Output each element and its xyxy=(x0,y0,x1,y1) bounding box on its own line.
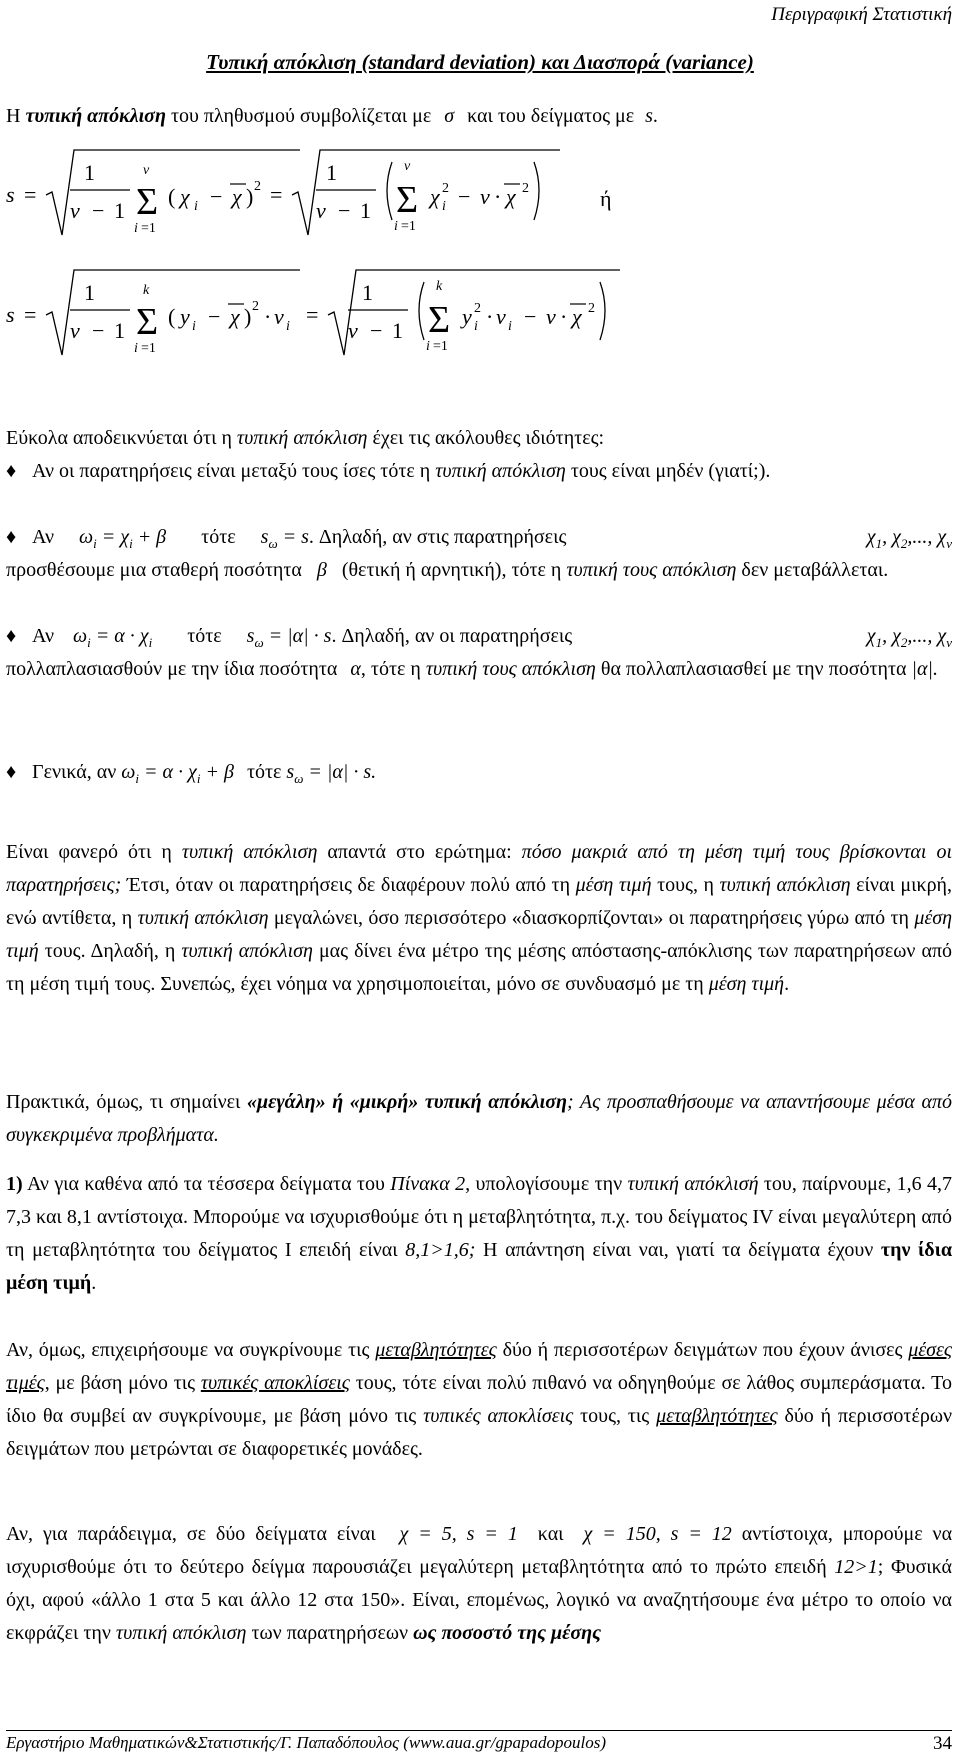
text: Αν οι παρατηρήσεις είναι μεταξύ τους ίσες τότε η xyxy=(32,460,431,482)
svg-text:1: 1 xyxy=(84,160,95,185)
text: τους, τότε είναι πολύ πιθανό να οδηγηθούμε σε λάθος συμπεράσματα. Το ίδιο θα συμβεί αν συγκρίνουμε, με βάση μόνο τις xyxy=(6,1372,953,1427)
svg-text:1: 1 xyxy=(114,198,125,223)
svg-text:−: − xyxy=(458,184,471,209)
text: μεγαλώνει, όσο περισσότερο «διασκορπίζονται» οι παρατηρήσεις γύρω από τη xyxy=(273,907,909,929)
text: δεν μεταβάλλεται. xyxy=(741,559,889,581)
term: τυπική απόκλιση xyxy=(115,1622,247,1644)
text: είναι μικρή, ενώ αντίθετα, η xyxy=(6,874,953,929)
text: Πρακτικά, όμως, τι σημαίνει xyxy=(6,1091,241,1113)
text: τους. Δηλαδή, η xyxy=(44,940,176,962)
svg-text:·: · xyxy=(264,304,272,329)
paragraph-comparison xyxy=(6,1334,952,1466)
term: μεταβλητότητες xyxy=(375,1339,497,1361)
svg-text:i: i xyxy=(426,339,430,354)
svg-text:2: 2 xyxy=(588,301,595,316)
svg-text:ν: ν xyxy=(70,318,80,343)
term: μέση τιμή xyxy=(6,907,953,962)
svg-text:χ: χ xyxy=(572,304,582,329)
table-ref: Πίνακα 2 xyxy=(390,1173,466,1195)
text: Εύκολα αποδεικνύεται ότι η xyxy=(6,427,232,449)
text: θα πολλαπλασιασθεί με την ποσότητα xyxy=(600,658,907,680)
term: μεταβλητότητες xyxy=(656,1405,778,1427)
term: τυπική απόκλισή xyxy=(627,1173,759,1195)
svg-text:2: 2 xyxy=(522,181,529,196)
svg-text:i: i xyxy=(508,319,512,334)
diamond-bullet-icon: ♦ xyxy=(6,625,17,647)
svg-text:χ: χ xyxy=(232,184,242,209)
text: Αν, όμως, επιχειρήσουμε να συγκρίνουμε τις xyxy=(6,1339,370,1361)
emphasis: την ίδια μέση τιμή xyxy=(6,1239,952,1294)
intro-text: Η xyxy=(6,105,21,127)
period: . xyxy=(652,105,658,127)
svg-text:1: 1 xyxy=(326,160,337,185)
svg-text:=: = xyxy=(270,182,283,207)
text: απαντά στο ερώτημα: xyxy=(327,841,512,863)
property-3: ♦ Αν $\omega_i = \alpha \cdot \chi_i$ τότε $s_\omega = |\alpha| \cdot s$. Δηλαδή, αν οι παρατηρήσεις $\chi_1$, $\chi_2$,..., $\chi_\nu$ xyxy=(6,620,952,659)
svg-text:−: − xyxy=(338,198,351,223)
property-1 xyxy=(6,455,952,488)
svg-text:=: = xyxy=(24,182,37,207)
svg-text:−: − xyxy=(210,184,223,209)
svg-text:−: − xyxy=(524,304,537,329)
text: Αν για καθένα από τα τέσσερα δείγματα του xyxy=(26,1173,385,1195)
svg-text:2: 2 xyxy=(252,299,259,314)
svg-text:·: · xyxy=(560,304,568,329)
svg-text:=1: =1 xyxy=(433,339,448,354)
running-header: Περιγραφική Στατιστική xyxy=(771,4,952,25)
svg-text:=1: =1 xyxy=(141,341,156,356)
svg-text:2: 2 xyxy=(474,301,481,316)
footer-text: Εργαστήριο Μαθηματικών&Στατιστικής/Γ. Παπαδόπουλος (www.aua.gr/gpapadopoulos) xyxy=(6,1733,606,1752)
paragraph-example-1 xyxy=(6,1168,952,1300)
term: τυπικές αποκλίσεις xyxy=(200,1372,350,1394)
inequality: 8,1>1,6; xyxy=(405,1239,476,1261)
emphasis: ως ποσοστό της μέσης xyxy=(413,1622,602,1644)
svg-text:1: 1 xyxy=(84,280,95,305)
svg-text:1: 1 xyxy=(362,280,373,305)
text: τότε xyxy=(187,625,222,647)
svg-text:−: − xyxy=(92,198,105,223)
svg-text:2: 2 xyxy=(254,179,261,194)
text: (θετική ή αρνητική), τότε η xyxy=(341,559,562,581)
text: Η απάντηση είναι ναι, γιατί τα δείγματα έχουν xyxy=(483,1239,874,1261)
text: προσθέσουμε μια σταθερή ποσότητα xyxy=(6,559,302,581)
svg-text:ν: ν xyxy=(316,198,326,223)
property-2-cont: προσθέσουμε μια σταθερή ποσότητα β (θετική ή αρνητική), τότε η τυπική τους απόκλιση δεν μεταβάλλεται. xyxy=(6,559,889,581)
term: τυπική τους απόκλιση xyxy=(425,658,596,680)
text: και xyxy=(537,1523,564,1545)
svg-text:=1: =1 xyxy=(401,219,416,234)
paragraph-example-2 xyxy=(6,1518,952,1650)
svg-text:χ: χ xyxy=(230,304,240,329)
formula-sample-1: χ = 5, s = 1 xyxy=(399,1523,518,1545)
inequality: 12>1 xyxy=(834,1556,878,1578)
text: Γενικά, αν xyxy=(32,761,117,783)
term: τυπική τους απόκλιση xyxy=(566,559,737,581)
text: . Δηλαδή, αν στις παρατηρήσεις xyxy=(308,526,567,548)
term: μέση τιμή xyxy=(575,874,652,896)
svg-text:y: y xyxy=(462,304,472,329)
page-footer xyxy=(6,1730,952,1753)
svg-text:Σ: Σ xyxy=(136,181,159,223)
svg-text:=1: =1 xyxy=(141,221,156,236)
term: τυπική απόκλιση xyxy=(236,427,368,449)
property-3-cont: πολλαπλασιασθούν με την ίδια ποσότητα α, τότε η τυπική τους απόκλιση θα πολλαπλασιασθεί με την ποσότητα |α|. xyxy=(6,658,938,680)
std-formula-sample xyxy=(0,140,960,400)
svg-text:y: y xyxy=(180,304,190,329)
svg-text:i: i xyxy=(192,319,196,334)
text: τους, τις xyxy=(580,1405,650,1427)
svg-text:s: s xyxy=(6,182,15,207)
question: πόσο μακριά από τη μέση τιμή τους βρίσκονται οι παρατηρήσεις; xyxy=(6,841,953,896)
formula-sample-2: χ = 150, s = 12 xyxy=(583,1523,732,1545)
or-word: ή xyxy=(600,186,612,211)
svg-text:ν: ν xyxy=(496,304,506,329)
svg-text:χ: χ xyxy=(180,184,190,209)
svg-text:i: i xyxy=(134,341,138,356)
emphasis: «μεγάλη» ή «μικρή» τυπική απόκλιση xyxy=(247,1091,567,1113)
svg-text:χ: χ xyxy=(430,184,440,209)
intro-text: και του δείγματος με xyxy=(467,105,635,127)
text: τότε xyxy=(201,526,236,548)
svg-text:1: 1 xyxy=(360,198,371,223)
svg-text:ν: ν xyxy=(143,163,150,178)
svg-text:ν: ν xyxy=(480,184,490,209)
svg-text:ν: ν xyxy=(274,304,284,329)
svg-text:Σ: Σ xyxy=(396,179,419,221)
s-symbol: s xyxy=(645,105,653,127)
svg-text:i: i xyxy=(194,199,198,214)
svg-text:ν: ν xyxy=(546,304,556,329)
term: τυπική απόκλιση xyxy=(435,460,566,482)
paragraph-interpretation xyxy=(6,836,952,1001)
property-2: ♦ Αν $\omega_i = \chi_i + \beta$ τότε $s_\omega = s$. Δηλαδή, αν στις παρατηρήσεις $\chi_1$, $\chi_2$,..., $\chi_\nu$ xyxy=(6,521,952,560)
text: , τότε η xyxy=(360,658,421,680)
svg-text:): ) xyxy=(244,304,252,329)
text: τότε xyxy=(246,761,282,783)
term: μέσες τιμές xyxy=(6,1339,952,1394)
text: δύο ή περισσοτέρων δειγμάτων που έχουν άνισες xyxy=(502,1339,903,1361)
term: τυπικές αποκλίσεις xyxy=(423,1405,574,1427)
intro-text: του πληθυσμού συμβολίζεται με xyxy=(170,105,432,127)
paragraph-question xyxy=(6,1086,952,1152)
svg-text:): ) xyxy=(246,184,254,209)
svg-text:Σ: Σ xyxy=(136,301,159,343)
page-number: 34 xyxy=(933,1733,952,1754)
sigma-symbol: σ xyxy=(444,105,455,127)
svg-text:(: ( xyxy=(168,304,176,329)
text: των παρατηρήσεων xyxy=(251,1622,409,1644)
text: . Δηλαδή, αν οι παρατηρήσεις xyxy=(331,625,573,647)
svg-text:k: k xyxy=(436,279,443,294)
text: , υπολογίσουμε την xyxy=(465,1173,623,1195)
svg-text:=: = xyxy=(24,302,37,327)
term: τυπική απόκλιση xyxy=(181,940,313,962)
text: δύο ή περισσοτέρων δειγμάτων που μετρώνται σε διαφορετικές μονάδες. xyxy=(6,1405,953,1460)
text: τους είναι μηδέν (γιατί;). xyxy=(570,460,771,482)
svg-text:ν: ν xyxy=(404,159,411,174)
text: . xyxy=(784,973,790,995)
text: του, παίρνουμε, 1,6 4,7 7,3 και 8,1 αντίστοιχα. Μπορούμε να ισχυρισθούμε ότι η μεταβλητότητα, π.χ. του δείγματος IV είναι μεγαλύτερη από τη μεταβλητότητα του δείγματος I επειδή είναι xyxy=(6,1173,952,1261)
text: ; Φυσικά όχι, αφού «άλλο 1 στα 5 και άλλο 12 στα 150». Είναι, επομένως, λογικό να αναζητήσουμε ένα μέτρο το οποίο να εκφράζει την xyxy=(6,1556,953,1644)
text: . xyxy=(91,1272,97,1294)
intro-paragraph xyxy=(6,100,952,133)
text: Αν xyxy=(32,526,55,548)
svg-text:i: i xyxy=(134,221,138,236)
svg-text:2: 2 xyxy=(442,181,449,196)
svg-text:1: 1 xyxy=(392,318,403,343)
text: έχει τις ακόλουθες ιδιότητες: xyxy=(372,427,605,449)
svg-text:·: · xyxy=(494,184,502,209)
svg-text:i: i xyxy=(286,319,290,334)
text: τους, η xyxy=(657,874,714,896)
term: μέση τιμή xyxy=(708,973,785,995)
text: πολλαπλασιασθούν με την ίδια ποσότητα xyxy=(6,658,338,680)
text: , με βάση μόνο τις xyxy=(44,1372,196,1394)
text: μας δίνει ένα μέτρο της μέσης απόστασης-απόκλισης των παρατηρήσεων από τη μέση τιμή τους. Συνεπώς, έχει νόημα να χρησιμοποιείται, μόνο σε συνδυασμό με τη xyxy=(6,940,953,995)
item-number: 1) xyxy=(6,1173,23,1195)
term: τυπική απόκλιση xyxy=(181,841,318,863)
diamond-bullet-icon: ♦ xyxy=(6,460,17,482)
text: αντίστοιχα, μπορούμε να ισχυρισθούμε ότι το δεύτερο δείγμα παρουσιάζει μεγαλύτερη μεταβλητότητα από το πρώτο επειδή xyxy=(6,1523,953,1578)
properties-intro xyxy=(6,422,952,455)
text: Αν xyxy=(32,625,55,647)
text: Έτσι, όταν οι παρατηρήσεις δε διαφέρουν πολύ από τη xyxy=(126,874,571,896)
svg-text:1: 1 xyxy=(114,318,125,343)
svg-text:s: s xyxy=(6,302,15,327)
svg-text:·: · xyxy=(486,304,494,329)
svg-text:=: = xyxy=(306,302,319,327)
diamond-bullet-icon: ♦ xyxy=(6,761,17,783)
diamond-bullet-icon: ♦ xyxy=(6,526,17,548)
term: τυπική απόκλιση xyxy=(137,907,269,929)
svg-text:i: i xyxy=(474,319,478,334)
svg-text:χ: χ xyxy=(506,184,516,209)
svg-text:(: ( xyxy=(168,184,176,209)
svg-text:ν: ν xyxy=(348,318,358,343)
section-title: Τυπική απόκλιση (standard deviation) και Διασπορά (variance) xyxy=(206,50,754,74)
svg-text:k: k xyxy=(143,283,150,298)
svg-text:ν: ν xyxy=(70,198,80,223)
svg-text:−: − xyxy=(208,304,221,329)
intro-term: τυπική απόκλιση xyxy=(25,105,166,127)
svg-text:Σ: Σ xyxy=(428,299,451,341)
text: Είναι φανερό ότι η xyxy=(6,841,172,863)
text: ; Ας προσπαθήσουμε να απαντήσουμε μέσα από συγκεκριμένα προβλήματα. xyxy=(6,1091,953,1146)
svg-text:−: − xyxy=(92,318,105,343)
term: τυπική απόκλιση xyxy=(719,874,851,896)
svg-text:i: i xyxy=(394,219,398,234)
svg-text:−: − xyxy=(370,318,383,343)
svg-text:i: i xyxy=(442,199,446,214)
text: Αν, για παράδειγμα, σε δύο δείγματα είναι xyxy=(6,1523,376,1545)
property-4: ♦ Γενικά, αν $\omega_i = \alpha \cdot \chi_i + \beta$ τότε $s_\omega = |\alpha| \cdot s$. xyxy=(6,756,952,795)
